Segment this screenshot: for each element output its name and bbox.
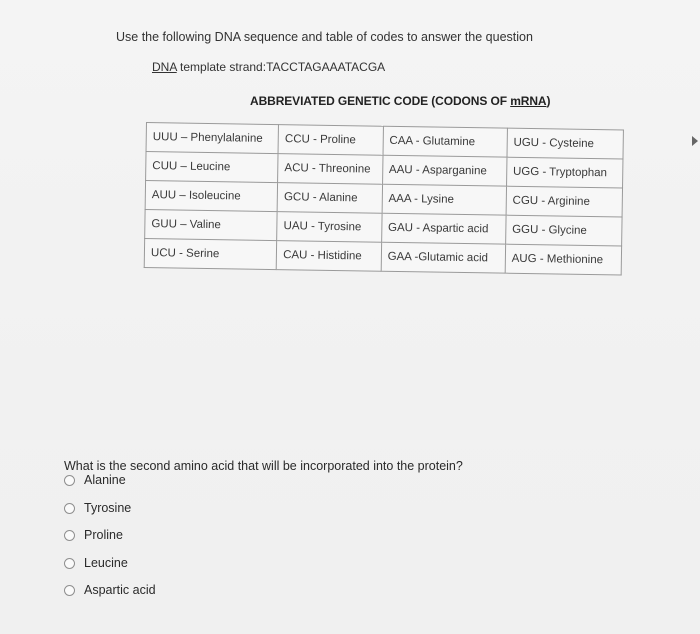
table-cell: GAU - Aspartic acid: [381, 213, 506, 244]
table-cell: CUU – Leucine: [146, 152, 279, 183]
table-cell: CAU - Histidine: [276, 241, 381, 272]
option-leucine[interactable]: [64, 554, 128, 572]
option-label: Alanine: [84, 473, 126, 487]
table-cell: CGU - Arginine: [506, 186, 623, 217]
table-title-mrna: mRNA: [510, 94, 547, 108]
instruction-text: Use the following DNA sequence and table of codes to answer the question: [116, 30, 533, 44]
table-cell: ACU - Threonine: [278, 154, 383, 185]
table-cell: UUU – Phenylalanine: [146, 123, 279, 154]
table-cell: CAA - Glutamine: [383, 126, 508, 157]
genetic-code-table: [144, 122, 624, 273]
dna-template-strand: [152, 60, 385, 74]
table-title: [250, 94, 550, 108]
dna-sequence: template strand:TACCTAGAAATACGA: [176, 60, 386, 74]
option-label: Tyrosine: [84, 501, 132, 515]
table-cell: CCU - Proline: [278, 125, 383, 156]
table-title-before: ABBREVIATED GENETIC CODE (CODONS OF: [250, 94, 511, 108]
option-label: Proline: [84, 528, 123, 542]
table-cell: UAU - Tyrosine: [277, 212, 382, 243]
radio-button[interactable]: [64, 585, 75, 596]
question-text: What is the second amino acid that will be incorporated into the protein?: [64, 459, 463, 473]
option-label: Aspartic acid: [84, 583, 156, 597]
radio-button[interactable]: [64, 503, 75, 514]
option-aspartic-acid[interactable]: [64, 581, 156, 599]
option-proline[interactable]: [64, 526, 123, 544]
table-cell: AUG - Methionine: [505, 244, 622, 275]
radio-button[interactable]: [64, 475, 75, 486]
table-row: [144, 238, 621, 274]
dna-label: DNA: [152, 60, 177, 74]
option-alanine[interactable]: [64, 471, 126, 489]
table-title-after: ): [546, 94, 551, 108]
table-cell: UGU - Cysteine: [507, 128, 624, 159]
table-cell: AAU - Asparganine: [382, 155, 507, 186]
table-cell: AUU – Isoleucine: [145, 181, 278, 212]
table-cell: GAA -Glutamic acid: [381, 242, 506, 273]
table-cell: GCU - Alanine: [277, 183, 382, 214]
option-label: Leucine: [84, 556, 128, 570]
table-cell: GUU – Valine: [145, 209, 278, 240]
table-cell: UCU - Serine: [144, 238, 277, 269]
radio-button[interactable]: [64, 558, 75, 569]
table-cell: UGG - Tryptophan: [506, 157, 623, 188]
table-cell: GGU - Glycine: [505, 215, 622, 246]
arrow-right-icon: [692, 136, 698, 146]
option-tyrosine[interactable]: [64, 499, 131, 517]
radio-button[interactable]: [64, 530, 75, 541]
table-cell: AAA - Lysine: [382, 184, 507, 215]
